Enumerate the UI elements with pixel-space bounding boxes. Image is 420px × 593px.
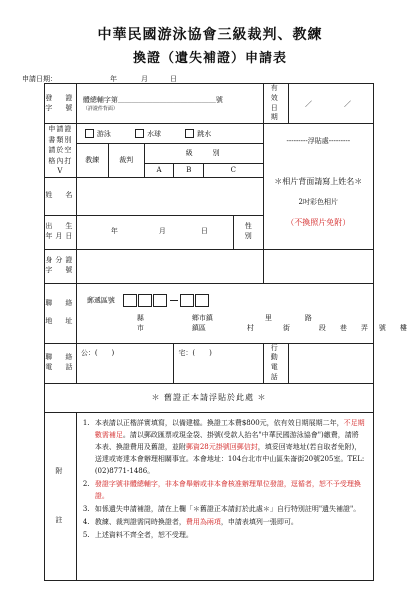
note-segment: ，申請表填列一張即可。 bbox=[220, 517, 298, 526]
date-year: 年 bbox=[110, 75, 117, 83]
name-label: 姓 名 bbox=[45, 177, 77, 215]
checkbox-icon bbox=[135, 129, 144, 138]
name-field[interactable] bbox=[76, 177, 263, 215]
addr-lane: 巷 bbox=[339, 323, 347, 332]
id-number-label: 身分證 字 號 bbox=[45, 249, 77, 283]
note-segment: 。請以郵政匯票或現金袋、掛號(受款人抬名"中華民國游泳協會")繳費，請將本表、換證費用及舊證，並附 bbox=[94, 430, 359, 451]
date-day: 日 bbox=[170, 75, 177, 83]
note-text bbox=[95, 417, 365, 477]
notes-list bbox=[83, 417, 365, 541]
note-item bbox=[83, 529, 365, 541]
valid-date-field[interactable]: ／ ／ bbox=[289, 84, 374, 124]
addr-section: 段 bbox=[318, 323, 326, 332]
note-number: 2. bbox=[82, 479, 90, 488]
note-item bbox=[83, 478, 365, 502]
cert-number-note: （詳證件背面） bbox=[82, 106, 118, 113]
note-text bbox=[95, 503, 360, 515]
addr-township: 鄉市鎮 bbox=[191, 313, 213, 322]
checkbox-diving[interactable]: 跳水 bbox=[185, 130, 211, 138]
addr-village-li: 里 bbox=[264, 313, 272, 322]
notes-label: 附 註 bbox=[45, 412, 77, 580]
checkbox-icon bbox=[85, 129, 94, 138]
note-segment: 如係遺失申請補證，請在上欄「＊舊證正本請釘於此處＊」自行特別註明"遺失補證"。 bbox=[94, 504, 361, 513]
zip-boxes[interactable] bbox=[123, 296, 210, 304]
note-item bbox=[83, 417, 365, 477]
checkbox-icon bbox=[185, 129, 194, 138]
cert-number-field[interactable] bbox=[76, 84, 263, 124]
addr-floor: 樓 bbox=[399, 323, 407, 332]
note-text bbox=[95, 478, 365, 502]
cert-type-label: 申請證 書類別 請於空 格內打 V bbox=[45, 124, 77, 178]
gender-label: 性 別 bbox=[233, 215, 263, 249]
photo-area bbox=[263, 124, 373, 250]
role-coach[interactable]: 教練 bbox=[76, 144, 108, 178]
note-number: 5. bbox=[82, 530, 90, 539]
photo-exempt-note: （不換照片免附） bbox=[286, 218, 351, 228]
note-number: 3. bbox=[82, 504, 90, 513]
addr-alley: 弄 bbox=[360, 323, 368, 332]
note-highlight: 郵資28元掛號回郵信封 bbox=[185, 442, 258, 451]
note-highlight: 不足期數需補足 bbox=[94, 418, 365, 439]
photo-paste-label: ---------浮貼處--------- bbox=[286, 137, 351, 146]
cert-number-text: 體總輔字第＿＿＿＿＿＿＿＿＿＿＿＿＿＿號 bbox=[82, 96, 223, 105]
birth-day: 日 bbox=[200, 227, 208, 236]
photo-area-bottom bbox=[263, 249, 373, 283]
addr-street: 街 bbox=[282, 323, 290, 332]
addr-city: 市 bbox=[136, 323, 144, 332]
valid-date-label: 有 效 日 期 bbox=[263, 84, 288, 124]
address-field[interactable] bbox=[76, 283, 407, 343]
level-c[interactable]: C bbox=[204, 163, 263, 177]
birth-month: 月 bbox=[158, 227, 166, 236]
birth-year: 年 bbox=[110, 227, 118, 236]
level-a[interactable]: A bbox=[144, 163, 174, 177]
birth-field[interactable] bbox=[76, 215, 233, 249]
form-title: 中華民國游泳協會三級裁判、教練 bbox=[97, 27, 323, 43]
addr-village: 村 bbox=[246, 323, 254, 332]
note-segment: 本表請以正楷詳實填寫，以備建檔。換證工本費$800元，依有效日期展期二年， bbox=[94, 418, 344, 427]
sport-options bbox=[76, 124, 263, 144]
note-text bbox=[95, 516, 298, 528]
addr-district: 鎮區 bbox=[191, 323, 206, 332]
mobile-field[interactable] bbox=[289, 343, 374, 383]
address-label: 聯 絡 地 址 bbox=[45, 283, 77, 343]
checkbox-waterpolo[interactable]: 水球 bbox=[135, 130, 161, 138]
mobile-label: 行 動 電 話 bbox=[263, 343, 288, 383]
note-highlight: 發證字號非體總輔字，非本會舉辦或非本會核准辦理單位發證，逕循者，恕不予受理換證。 bbox=[94, 479, 361, 500]
note-segment: 教練、裁判證需同時換證者， bbox=[94, 517, 186, 526]
birth-label: 出 生 年月日 bbox=[45, 215, 77, 249]
cert-number-label: 發 證 字 號 bbox=[45, 84, 77, 124]
photo-name-note: ＊相片背面請寫上姓名＊ bbox=[274, 177, 363, 187]
date-month: 月 bbox=[141, 75, 148, 83]
note-number: 1. bbox=[82, 418, 90, 427]
note-item bbox=[83, 516, 365, 528]
role-referee[interactable]: 裁判 bbox=[108, 144, 144, 178]
id-number-field[interactable] bbox=[76, 249, 263, 283]
addr-road: 路 bbox=[304, 313, 312, 322]
phone-label: 聯 絡 電 話 bbox=[45, 343, 77, 383]
level-b[interactable]: B bbox=[174, 163, 204, 177]
note-highlight: 費用為兩項 bbox=[185, 517, 221, 526]
note-item bbox=[83, 503, 365, 515]
note-segment: 上述資料不齊全者，恕不受理。 bbox=[94, 530, 193, 539]
addr-number: 號 bbox=[378, 323, 386, 332]
addr-county: 縣 bbox=[136, 313, 144, 322]
note-number: 4. bbox=[82, 517, 90, 526]
note-segment: ，填妥回寄地址(若自取者免附)，送達或寄達本會辦理相關事宜。本會地址：104台北市中山區朱崙街20號205室。TEL:(02)8771-1486。 bbox=[94, 442, 365, 475]
application-form-table bbox=[44, 83, 407, 581]
checkbox-swimming[interactable]: 游泳 bbox=[85, 130, 111, 138]
application-date-label: 申請日期： bbox=[22, 75, 57, 83]
office-phone-field[interactable]: 公：( ) bbox=[76, 343, 174, 383]
note-text bbox=[95, 529, 193, 541]
photo-size-note: 2吋彩色相片 bbox=[298, 198, 338, 207]
notes-body bbox=[76, 412, 373, 580]
old-cert-paste-note: ＊ 舊證正本請浮貼於此處 ＊ bbox=[45, 383, 374, 412]
zip-label: 郵遞區號 bbox=[86, 296, 115, 305]
home-phone-field[interactable]: 宅：( ) bbox=[174, 343, 263, 383]
level-header: 級 別 bbox=[144, 144, 263, 164]
form-subtitle: 換證（遺失補證）申請表 bbox=[132, 51, 287, 66]
